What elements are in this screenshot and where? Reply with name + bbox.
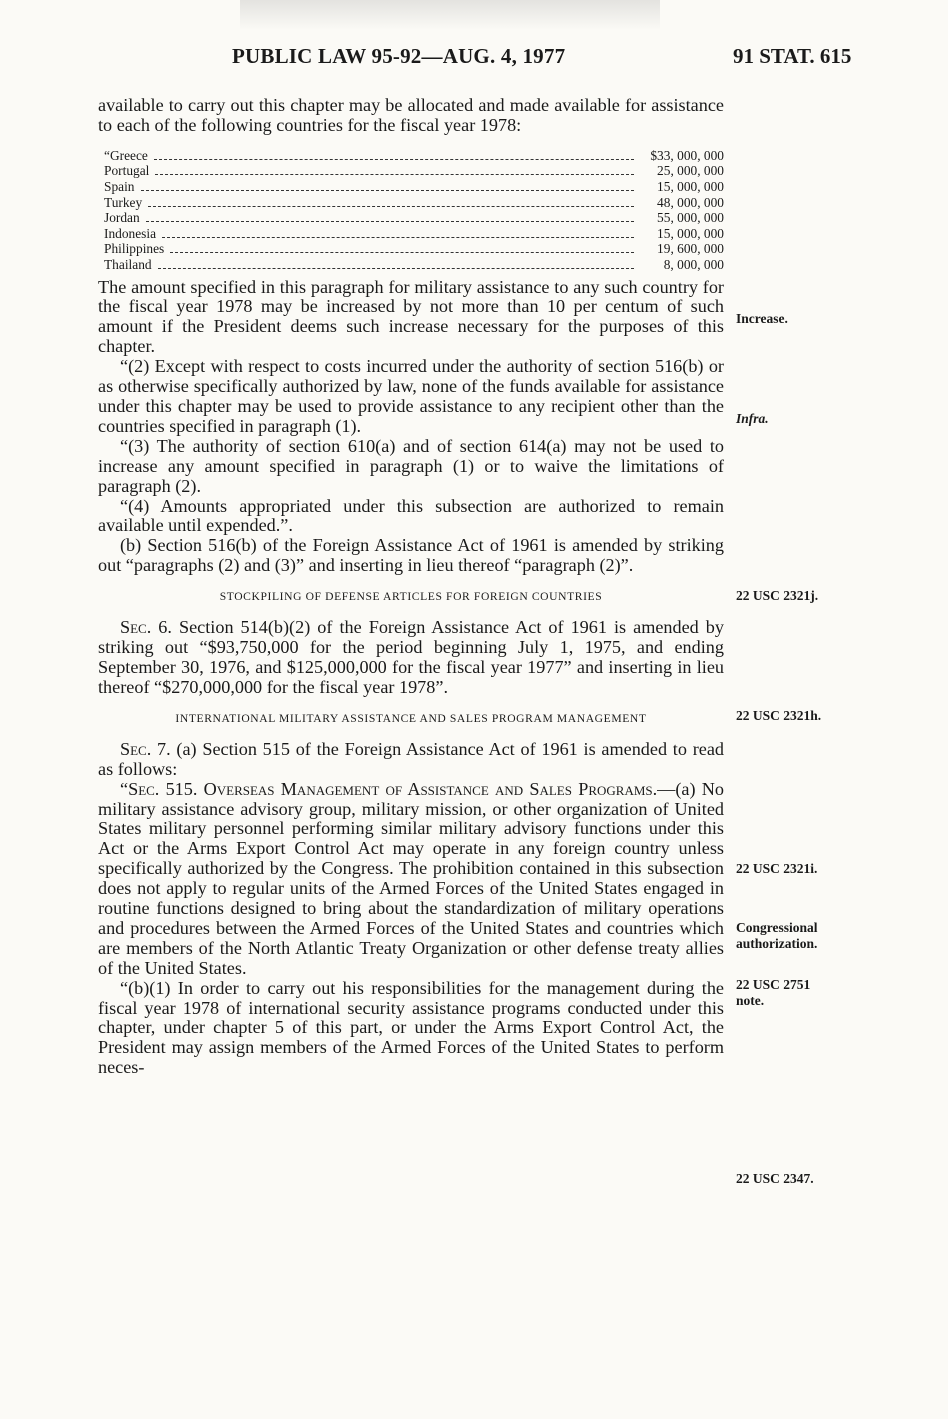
leader-dots: [158, 268, 634, 269]
section-7-label: Sec. 7.: [120, 738, 171, 759]
allocation-row: [104, 195, 724, 211]
section-heading-stockpiling: STOCKPILING OF DEFENSE ARTICLES FOR FOREIGN COUNTRIES: [219, 590, 603, 604]
allocation-amount: 15, 000, 000: [657, 225, 724, 241]
allocation-row: [104, 210, 724, 226]
section-6: [98, 618, 724, 698]
page-header-stat: 91 STAT. 615: [733, 44, 852, 68]
allocation-table: [104, 148, 724, 273]
allocation-country: Spain: [104, 179, 135, 194]
allocation-amount: 25, 000, 000: [657, 163, 724, 179]
allocation-country: “Greece: [104, 147, 148, 163]
intro-paragraph: available to carry out this chapter may be allocated and made available for assistance to each of the following countries for the fiscal year 1978:: [98, 95, 724, 135]
allocation-amount: 48, 000, 000: [657, 194, 724, 210]
allocation-row: [104, 226, 724, 242]
leader-dots: [170, 252, 634, 253]
leader-dots: [146, 221, 634, 222]
section-515: [98, 780, 724, 979]
scan-smudge: [240, 0, 660, 30]
margin-note-2321j: 22 USC 2321j.: [736, 588, 819, 603]
allocation-row: [104, 163, 724, 179]
paragraph-3: “(3) The authority of section 610(a) and of section 614(a) may not be used to increase any amount specified in paragraph (1) or to waive the limitations of paragraph (2).: [98, 435, 724, 496]
margin-note-2321h: 22 USC 2321h.: [736, 708, 822, 723]
allocation-row: [104, 179, 724, 195]
leader-dots: [141, 190, 634, 191]
allocation-country: Turkey: [104, 194, 143, 210]
margin-note-increase: Increase.: [736, 311, 788, 326]
section-515-label: “Sec. 515. Overseas Management of Assistance and Sales Programs.: [120, 778, 658, 799]
allocation-row: [104, 241, 724, 257]
section-6-text: Section 514(b)(2) of the Foreign Assistance Act of 1961 is amended by striking out “$93,750,000 for the period beginning July 1, 1975, and ending September 30, 1976, and $125,000,000 for the fiscal year 1977” and inserting in lieu thereof “$270,000,000 for the fiscal year 1978”.: [98, 617, 724, 697]
page-body: [98, 96, 724, 1078]
margin-note-congressional: Congressional authorization.: [736, 920, 818, 951]
paragraph-4: “(4) Amounts appropriated under this subsection are authorized to remain available until expended.”.: [98, 495, 724, 536]
section-515-text: —(a) No military assistance advisory group, military mission, or other organization of United States military personnel performing similar military advisory functions under this Act or the Arms Export Control Act may operate in any foreign country unless specifically authorized by the Congress. The prohibition contained in this subsection does not apply to regular units of the Armed Forces of the United States engaged in routine functions designed to bring about the standardization of military operations and procedures between the Armed Forces of the United States and countries which are members of the North Atlantic Treaty Organization or other defense treaty allies of the United States.: [98, 778, 724, 978]
allocation-country: Jordan: [104, 210, 140, 226]
section-6-label: Sec. 6.: [120, 617, 172, 638]
allocation-row: [104, 257, 724, 273]
margin-note-2321i: 22 USC 2321i.: [736, 861, 818, 876]
leader-dots: [162, 237, 634, 238]
increase-paragraph: The amount specified in this paragraph for military assistance to any such country for the fiscal year 1978 may be increased by not more than 10 per centum of such amount if the President deems such increase necessary for the purposes of this chapter.: [98, 276, 724, 357]
margin-note-2751: 22 USC 2751 note.: [736, 977, 811, 1008]
allocation-amount: 15, 000, 000: [657, 179, 724, 194]
margin-note-infra: Infra.: [736, 411, 769, 426]
page-header-title: PUBLIC LAW 95-92—AUG. 4, 1977: [232, 44, 566, 68]
allocation-country: Thailand: [104, 256, 152, 272]
section-7-text: (a) Section 515 of the Foreign Assistance Act of 1961 is amended to read as follows:: [98, 738, 724, 779]
allocation-amount: 8, 000, 000: [663, 256, 724, 272]
allocation-country: Indonesia: [104, 225, 157, 241]
margin-note-2347: 22 USC 2347.: [736, 1171, 814, 1186]
allocation-amount: 55, 000, 000: [657, 210, 724, 226]
section-heading-management: INTERNATIONAL MILITARY ASSISTANCE AND SALES PROGRAM MANAGEMENT: [175, 711, 647, 725]
allocation-amount: 19, 600, 000: [657, 241, 724, 257]
subsection-b-1: “(b)(1) In order to carry out his responsibilities for the management during the fiscal year 1978 of international security assistance programs conducted under this chapter, under chapter 5 of this part, or under the Arms Export Control Act, the President may assign members of the Armed Forces of the United States to perform neces-: [98, 977, 724, 1078]
section-7: [98, 740, 724, 780]
subsection-b: (b) Section 516(b) of the Foreign Assistance Act of 1961 is amended by striking out “paragraphs (2) and (3)” and inserting in lieu thereof “paragraph (2)”.: [98, 535, 724, 576]
paragraph-2: “(2) Except with respect to costs incurred under the authority of section 516(b) or as otherwise specifically authorized by law, none of the funds available for assistance under this chapter may be used to provide assistance to any recipient other than the countries specified in paragraph (1).: [98, 356, 724, 436]
leader-dots: [154, 159, 634, 160]
allocation-row: [104, 148, 724, 164]
allocation-country: Philippines: [104, 241, 165, 257]
leader-dots: [148, 206, 634, 207]
leader-dots: [155, 174, 634, 175]
allocation-country: Portugal: [104, 163, 150, 179]
allocation-amount: $33, 000, 000: [650, 147, 724, 163]
